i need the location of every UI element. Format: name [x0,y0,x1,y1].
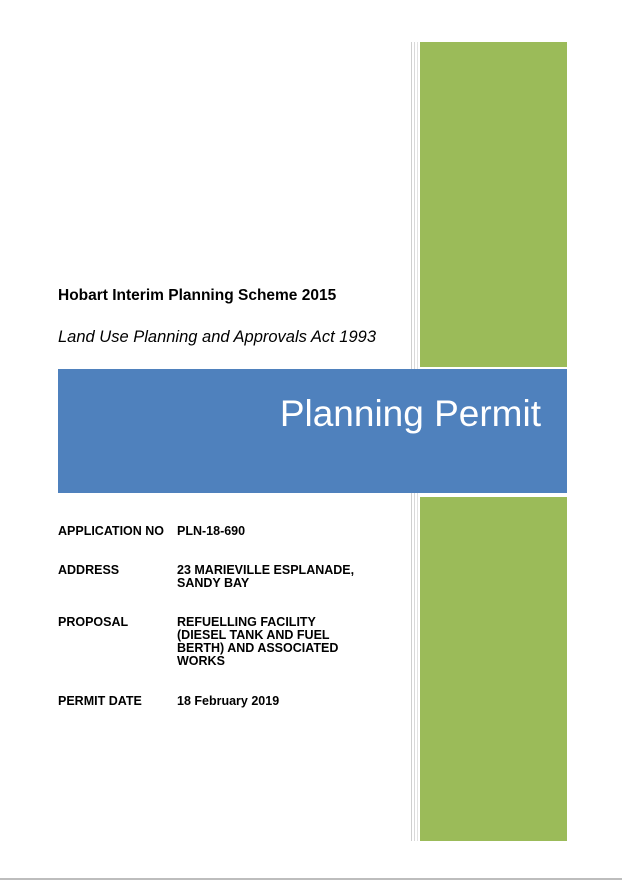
green-column-top [420,42,567,367]
field-value: PLN-18-690 [177,524,246,538]
field-label: APPLICATION NO [58,524,165,538]
title-banner [58,369,567,493]
green-column-bottom [420,497,567,841]
field-label: PERMIT DATE [58,694,142,708]
act-title: Land Use Planning and Approvals Act 1993 [58,328,376,346]
banner-title: Planning Permit [279,393,541,434]
scheme-title: Hobart Interim Planning Scheme 2015 [58,287,337,304]
field-value: 23 MARIEVILLE ESPLANADE, SANDY BAY [177,563,355,590]
field-value: REFUELLING FACILITY (DIESEL TANK AND FUEL BERTH) AND ASSOCIATED WORKS [177,615,339,668]
field-label: ADDRESS [58,563,120,577]
field-label: PROPOSAL [58,615,129,629]
field-value: 18 February 2019 [177,694,280,708]
